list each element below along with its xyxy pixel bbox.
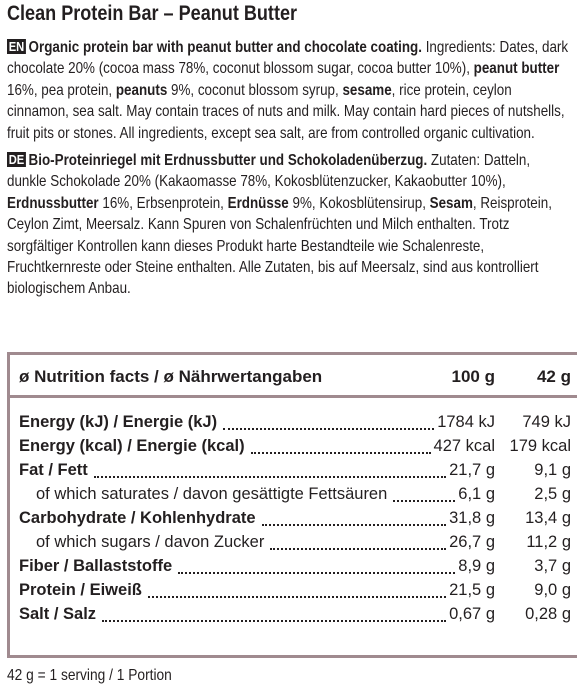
allergen-text: Sesam [429, 194, 473, 212]
ingredients-text: 9%, Kokosblütensirup, [288, 194, 430, 212]
nutrition-row [10, 603, 577, 627]
nutrition-row [10, 411, 577, 435]
ingredients-english [7, 37, 569, 144]
language-badge-en: EN [8, 39, 25, 54]
value-per-42g: 2,5 g [534, 485, 571, 503]
product-title: Clean Protein Bar – Peanut Butter [7, 2, 298, 25]
nutrition-row [10, 483, 577, 507]
nutrition-row [10, 507, 577, 531]
serving-note: 42 g = 1 serving / 1 Portion [7, 667, 172, 684]
dot-leader [270, 548, 446, 550]
value-per-100g: 6,1 g [458, 485, 495, 503]
column-header-100g: 100 g [451, 367, 495, 386]
product-description-de: Bio-Proteinriegel mit Erdnussbutter und Schokoladenüberzug. [28, 152, 428, 169]
allergen-text: peanuts [115, 81, 168, 99]
ingredients-text: , rice protein, ceylon cinnamon, sea salt. May contain traces of nuts and milk. May contain hard pieces of nutshells, fruit pits or stones. All ingredients, except sea salt, are from controlled organic cultivation. [7, 81, 565, 142]
header-divider [10, 395, 577, 398]
nutrition-row [10, 555, 577, 579]
ingredients-text: 16%, pea protein, [7, 81, 116, 99]
value-per-42g: 179 kcal [509, 437, 571, 455]
value-per-42g: 749 kJ [522, 413, 571, 431]
value-per-42g: 9,0 g [534, 581, 571, 599]
dot-leader [94, 476, 446, 478]
column-header-42g: 42 g [536, 367, 571, 386]
dot-leader [251, 452, 431, 454]
dot-leader [393, 500, 455, 502]
allergen-text: Erdnussbutter [7, 194, 99, 212]
nutrient-label: of which saturates / davon gesättigte Fettsäuren [36, 485, 388, 503]
value-per-100g: 0,67 g [449, 605, 495, 623]
value-per-100g: 8,9 g [458, 557, 495, 575]
value-per-42g: 0,28 g [525, 605, 571, 623]
nutrient-label: Salt / Salz [19, 605, 97, 623]
nutrition-row [10, 531, 577, 555]
nutrition-row [10, 579, 577, 603]
dot-leader [148, 596, 446, 598]
value-per-42g: 11,2 g [526, 533, 571, 551]
value-per-42g: 9,1 g [534, 461, 571, 479]
dot-leader [102, 620, 446, 622]
value-per-100g: 1784 kJ [437, 413, 495, 431]
ingredients-text: Ingredients: Dates, dark chocolate 20% (cocoa mass 78%, coconut blossom sugar, cocoa butter 10%), [7, 39, 569, 78]
allergen-text: sesame [342, 81, 392, 99]
nutrition-row [10, 435, 577, 459]
nutrient-label: Fat / Fett [19, 461, 88, 479]
nutrient-label: Energy (kcal) / Energie (kcal) [19, 437, 245, 455]
value-per-42g: 3,7 g [534, 557, 571, 575]
ingredients-text: 9%, coconut blossom syrup, [167, 81, 343, 99]
nutrition-row [10, 459, 577, 483]
value-per-42g: 13,4 g [525, 509, 571, 527]
nutrient-label: Energy (kJ) / Energie (kJ) [19, 413, 218, 431]
ingredients-german [7, 150, 569, 300]
nutrient-label: Protein / Eiweiß [19, 581, 142, 599]
nutrition-rows [10, 411, 577, 627]
dot-leader [223, 428, 434, 430]
ingredients-text: , Reisprotein, Ceylon Zimt, Meersalz. Kann Spuren von Schalenfrüchten und Milch enthalten. Trotz sorgfältiger Kontrollen kann dieses Produkt harte Bestandteile wie Schalenreste, Fruchtkernreste oder Steine enthalten. Alle Zutaten, bis auf Meersalz, sind aus kontrolliert biologischem Anbau. [7, 194, 552, 298]
dot-leader [262, 524, 446, 526]
language-badge-de: DE [8, 152, 25, 167]
ingredients-text: Zutaten: Datteln, dunkle Schokolade 20% (Kakaomasse 78%, Kokosblütenzucker, Kakaobutter 10%), [7, 152, 531, 191]
value-per-100g: 427 kcal [433, 437, 495, 455]
nutrition-header-label: ø Nutrition facts / ø Nährwertangaben [19, 367, 323, 386]
value-per-100g: 26,7 g [449, 533, 495, 551]
nutrient-label: of which sugars / davon Zucker [36, 533, 265, 551]
nutrition-table [7, 352, 577, 658]
product-description-en: Organic protein bar with peanut butter and chocolate coating. [28, 39, 422, 56]
nutrient-label: Carbohydrate / Kohlenhydrate [19, 509, 256, 527]
nutrient-label: Fiber / Ballaststoffe [19, 557, 173, 575]
dot-leader [178, 572, 455, 574]
allergen-text: Erdnüsse [227, 194, 289, 212]
value-per-100g: 21,7 g [449, 461, 495, 479]
allergen-text: peanut butter [473, 60, 560, 78]
ingredients-text: 16%, Erbsenprotein, [98, 194, 228, 212]
value-per-100g: 31,8 g [449, 509, 495, 527]
value-per-100g: 21,5 g [449, 581, 495, 599]
